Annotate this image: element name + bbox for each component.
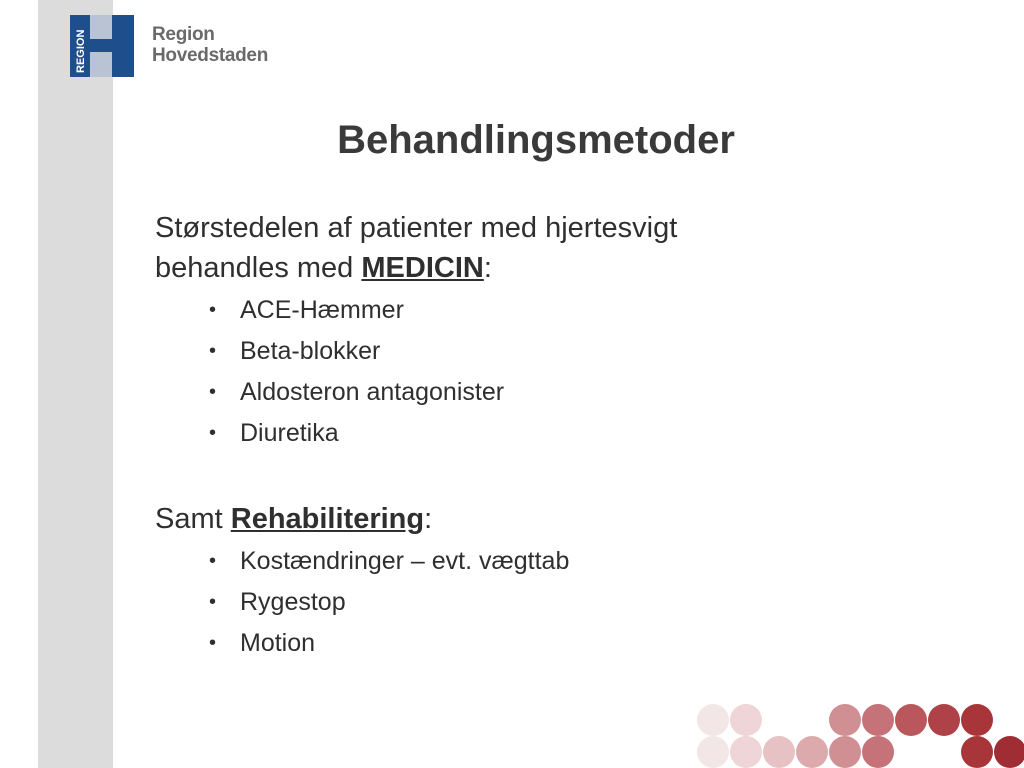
decor-dot: [829, 704, 861, 736]
logo-wordmark: [152, 24, 268, 66]
rehab-list: [155, 541, 855, 664]
side-band: [38, 0, 113, 768]
rehab-prefix: Samt: [155, 503, 231, 535]
decor-dot: [730, 736, 762, 768]
medicine-intro-line1: Størstedelen af patienter med hjertesvigt: [155, 212, 678, 244]
decor-dot: [862, 736, 894, 768]
rehab-intro: [155, 499, 855, 539]
decor-dot: [994, 736, 1024, 768]
list-item: • Beta-blokker: [155, 331, 855, 372]
decor-dot: [697, 736, 729, 768]
list-item: • Diuretika: [155, 413, 855, 454]
medicine-intro: [155, 208, 855, 288]
decor-dot: [961, 704, 993, 736]
logo-h-mark: [70, 15, 136, 79]
logo-badge-text: REGION: [75, 29, 87, 73]
decor-dot: [961, 736, 993, 768]
decor-dot: [928, 704, 960, 736]
medicine-emphasis: MEDICIN: [361, 252, 484, 284]
rehab-emphasis: Rehabilitering: [230, 503, 425, 535]
list-item: • Rygestop: [155, 582, 855, 623]
medicine-colon: :: [483, 252, 492, 284]
decor-dot: [730, 704, 762, 736]
decor-dot: [796, 736, 828, 768]
slide-content: [155, 208, 855, 664]
list-item: • ACE-Hæmmer: [155, 290, 855, 331]
decor-dot: [862, 704, 894, 736]
logo-line-hovedstaden: Hovedstaden: [152, 45, 269, 66]
decor-dot: [829, 736, 861, 768]
region-hovedstaden-logo: [70, 15, 300, 79]
rehab-colon: :: [424, 503, 433, 535]
decor-dot: [763, 736, 795, 768]
decor-dot: [697, 704, 729, 736]
medicine-list: [155, 290, 855, 454]
logo-line-region: Region: [152, 24, 215, 45]
list-item: • Kostændringer – evt. vægttab: [155, 541, 855, 582]
list-item: • Motion: [155, 623, 855, 664]
medicine-intro-prefix: behandles med: [155, 252, 362, 284]
slide-title: Behandlingsmetoder: [337, 118, 735, 162]
list-item: • Aldosteron antagonister: [155, 372, 855, 413]
decor-dot: [895, 704, 927, 736]
